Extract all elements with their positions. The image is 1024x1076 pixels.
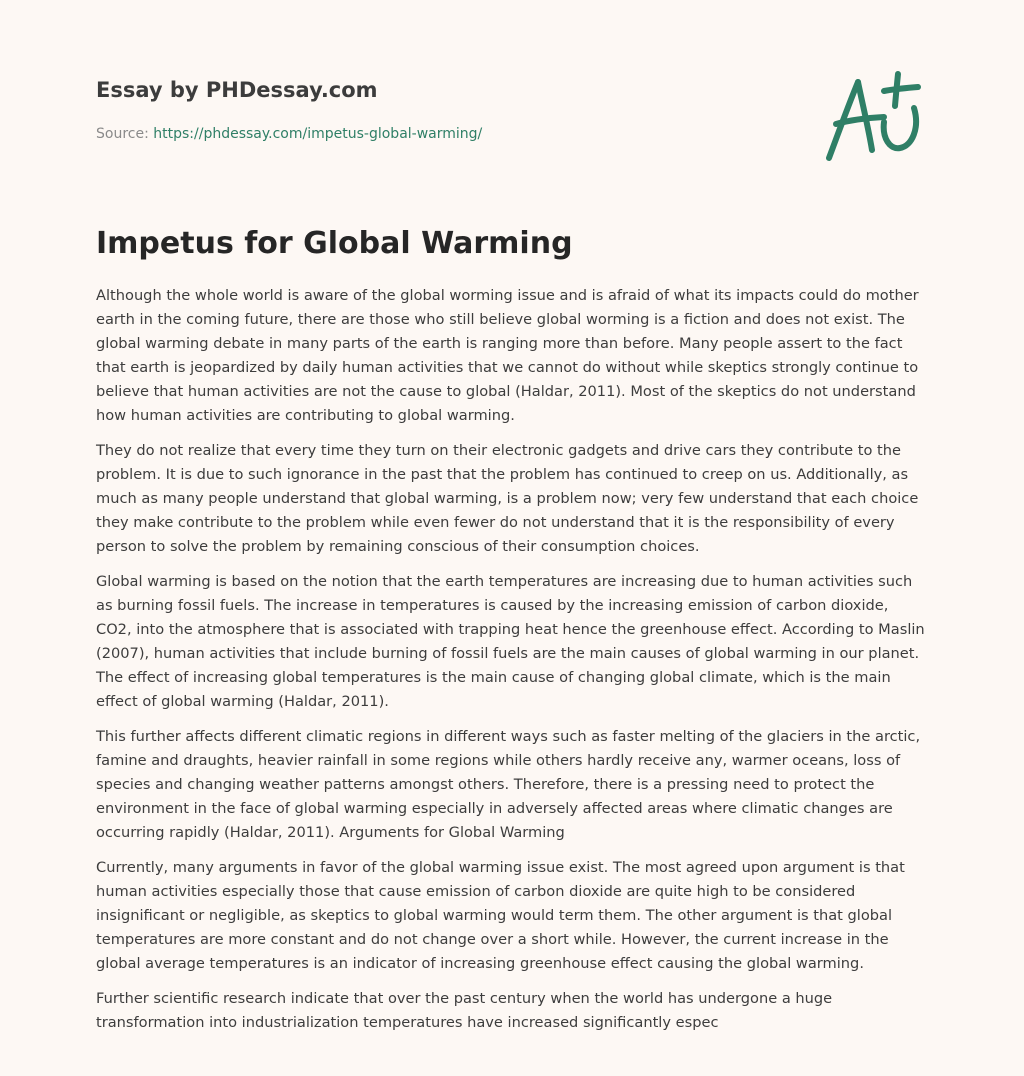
paragraph: Global warming is based on the notion that the earth temperatures are increasing due to human activities such as burning fossil fuels. The increase in temperatures is caused by the increasing emission of carbon dioxide, CO2, into the atmosphere that is associated with trapping heat hence the greenhouse effect. According to Maslin (2007), human activities that include burning of fossil fuels are the main causes of global warming in our planet. The effect of increasing global temperatures is the main cause of changing global climate, which is the main effect of global warming (Haldar, 2011). [96, 573, 925, 710]
paragraph: Currently, many arguments in favor of the global warming issue exist. The most agreed upon argument is that human activities especially those that cause emission of carbon dioxide are quite high to be considered insignificant or negligible, as skeptics to global warming would term them. The other argument is that global temperatures are more constant and do not change over a short while. However, the current increase in the global average temperatures is an indicator of increasing greenhouse effect causing the global warming. [96, 859, 905, 972]
a-plus-logo-icon [814, 62, 930, 170]
site-brand: Essay by PHDessay.com [96, 78, 378, 102]
essay-body [96, 284, 928, 1046]
source-line [96, 124, 482, 144]
essay-title: Impetus for Global Warming [96, 226, 573, 261]
source-link[interactable]: https://phdessay.com/impetus-global-warming/ [153, 126, 483, 142]
paragraph: Although the whole world is aware of the global worming issue and is afraid of what its impacts could do mother earth in the coming future, there are those who still believe global worming is a fiction and does not exist. The global warming debate in many parts of the earth is ranging more than before. Many people assert to the fact that earth is jeopardized by daily human activities that we cannot do without while skeptics strongly continue to believe that human activities are not the cause to global (Haldar, 2011). Most of the skeptics do not understand how human activities are contributing to global warming. [96, 287, 919, 424]
source-label: Source: [96, 126, 154, 142]
paragraph: They do not realize that every time they turn on their electronic gadgets and drive cars they contribute to the problem. It is due to such ignorance in the past that the problem has continued to creep on us. Additionally, as much as many people understand that global warming, is a problem now; very few understand that each choice they make contribute to the problem while even fewer do not understand that it is the responsibility of every person to solve the problem by remaining conscious of their consumption choices. [96, 442, 919, 555]
paragraph: Further scientific research indicate that over the past century when the world has undergone a huge transformation into industrialization temperatures have increased significantly espec [96, 990, 833, 1031]
paragraph: This further affects different climatic regions in different ways such as faster melting of the glaciers in the arctic, famine and draughts, heavier rainfall in some regions while others hardly receive any, warmer oceans, loss of species and changing weather patterns amongst others. Therefore, there is a pressing need to protect the environment in the face of global warming especially in adversely affected areas where climatic changes are occurring rapidly (Haldar, 2011). Arguments for Global Warming [96, 728, 921, 841]
